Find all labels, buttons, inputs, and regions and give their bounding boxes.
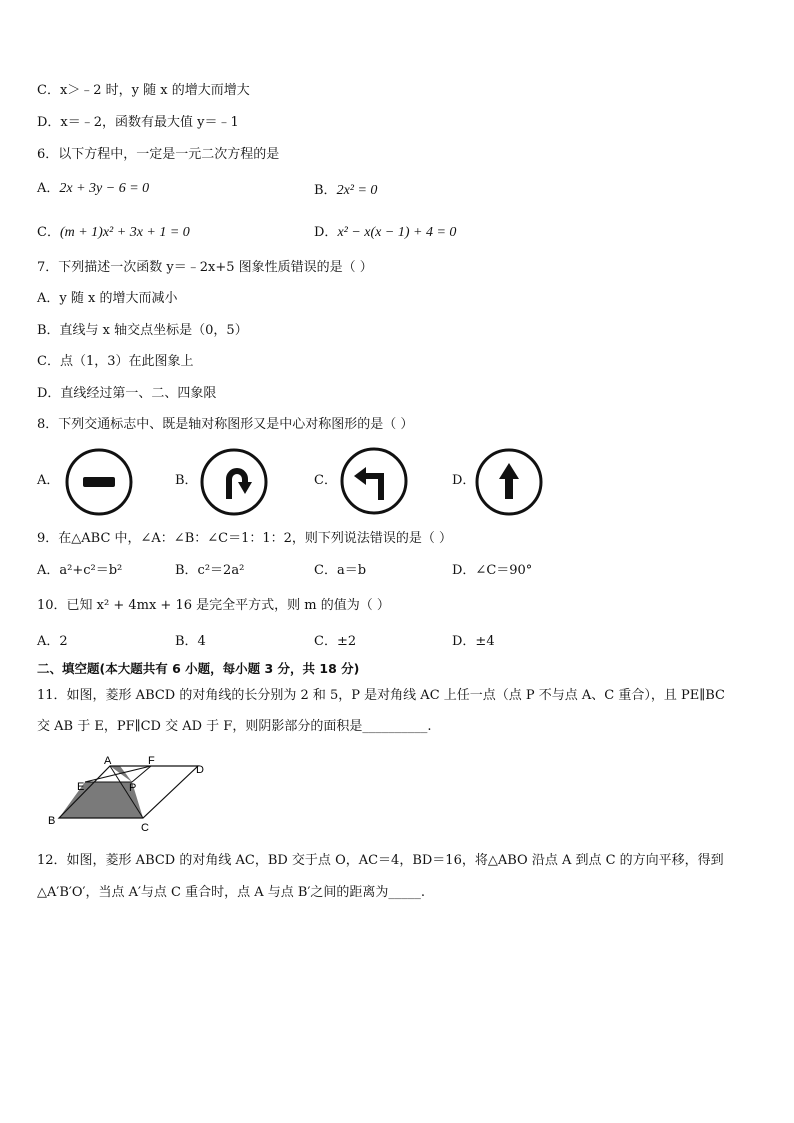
q9-stem: 9．在△ABC 中，∠A：∠B：∠C＝1：1：2，则下列说法错误的是（ ） [37, 531, 453, 546]
q8-option-c-label: C． [314, 473, 337, 488]
q6-option-b [314, 182, 377, 200]
q6-option-b-label: B． [314, 183, 337, 198]
q10-stem: 10．已知 x² + 4mx + 16 是完全平方式，则 m 的值为（ ） [37, 598, 390, 613]
q10-option-a: A．2 [37, 634, 68, 649]
q6-option-c [37, 224, 190, 242]
u-turn-sign-icon [199, 447, 269, 517]
section-heading-fill-in-blank: 二、填空题(本大题共有 6 小题，每小题 3 分，共 18 分) [37, 661, 360, 676]
q7-option-a: A．y 随 x 的增大而减小 [37, 291, 178, 306]
q6-option-d-equation: x² − x(x − 1) + 4 = 0 [337, 225, 457, 240]
q9-option-a: A．a²+c²＝b² [37, 563, 123, 578]
q8-stem: 8．下列交通标志中、既是轴对称图形又是中心对称图形的是（ ） [37, 417, 414, 432]
q10-option-d: D．±4 [452, 634, 495, 649]
q6-option-b-equation: 2x² = 0 [336, 183, 378, 198]
label-p: P [129, 782, 137, 794]
q7-option-b: B．直线与 x 轴交点坐标是（0，5） [37, 323, 248, 338]
label-b: B [48, 815, 56, 827]
q6-option-d-label: D． [314, 225, 338, 240]
q10-option-c: C．±2 [314, 634, 357, 649]
straight-ahead-sign-icon [474, 447, 544, 517]
q7-option-c: C．点（1，3）在此图象上 [37, 354, 194, 369]
q11-line-1: 11．如图，菱形 ABCD 的对角线的长分别为 2 和 5，P 是对角线 AC 上任一点（点 P 不与点 A、C 重合），且 PE∥BC [37, 688, 726, 703]
label-d: D [196, 764, 204, 776]
q6-option-c-equation: (m + 1)x² + 3x + 1 = 0 [59, 225, 190, 240]
q9-option-d: D．∠C＝90° [452, 563, 533, 578]
q6-option-c-label: C． [37, 225, 60, 240]
label-f: F [148, 755, 155, 767]
q8-option-d-label: D． [452, 473, 476, 488]
q8-option-a-label: A． [37, 473, 60, 488]
q6-stem: 6．以下方程中，一定是一元二次方程的是 [37, 147, 280, 162]
q10-option-b: B．4 [175, 634, 206, 649]
q11-line-2: 交 AB 于 E，PF∥CD 交 AD 于 F，则阴影部分的面积是__________. [37, 719, 432, 734]
q7-option-d: D．直线经过第一、二、四象限 [37, 386, 217, 401]
q12-line-2: △A′B′O′，当点 A′与点 C 重合时，点 A 与点 B′之间的距离为_____. [37, 885, 426, 900]
q11-rhombus-figure [40, 752, 220, 836]
shaded-region-upper [110, 766, 132, 782]
q6-option-d [314, 224, 456, 242]
q9-option-b: B．c²＝2a² [175, 563, 245, 578]
no-entry-sign-icon [64, 447, 134, 517]
q6-option-a-equation: 2x + 3y − 6 = 0 [59, 181, 150, 196]
q6-option-a [37, 180, 149, 198]
label-c: C [141, 822, 149, 834]
q8-option-b-label: B． [175, 473, 198, 488]
q5-option-d: D．x＝﹣2，函数有最大值 y＝﹣1 [37, 115, 239, 130]
q9-option-c: C．a＝b [314, 563, 367, 578]
q12-line-1: 12．如图，菱形 ABCD 的对角线 AC，BD 交于点 O，AC＝4，BD＝16，将△ABO 沿点 A 到点 C 的方向平移，得到 [37, 853, 724, 868]
q5-option-c: C．x＞﹣2 时，y 随 x 的增大而增大 [37, 83, 250, 98]
label-a: A [104, 755, 112, 767]
q7-stem: 7．下列描述一次函数 y＝﹣2x+5 图象性质错误的是（ ） [37, 260, 373, 275]
left-turn-sign-icon [339, 446, 409, 516]
label-e: E [77, 781, 85, 793]
q6-option-a-label: A． [37, 181, 60, 196]
